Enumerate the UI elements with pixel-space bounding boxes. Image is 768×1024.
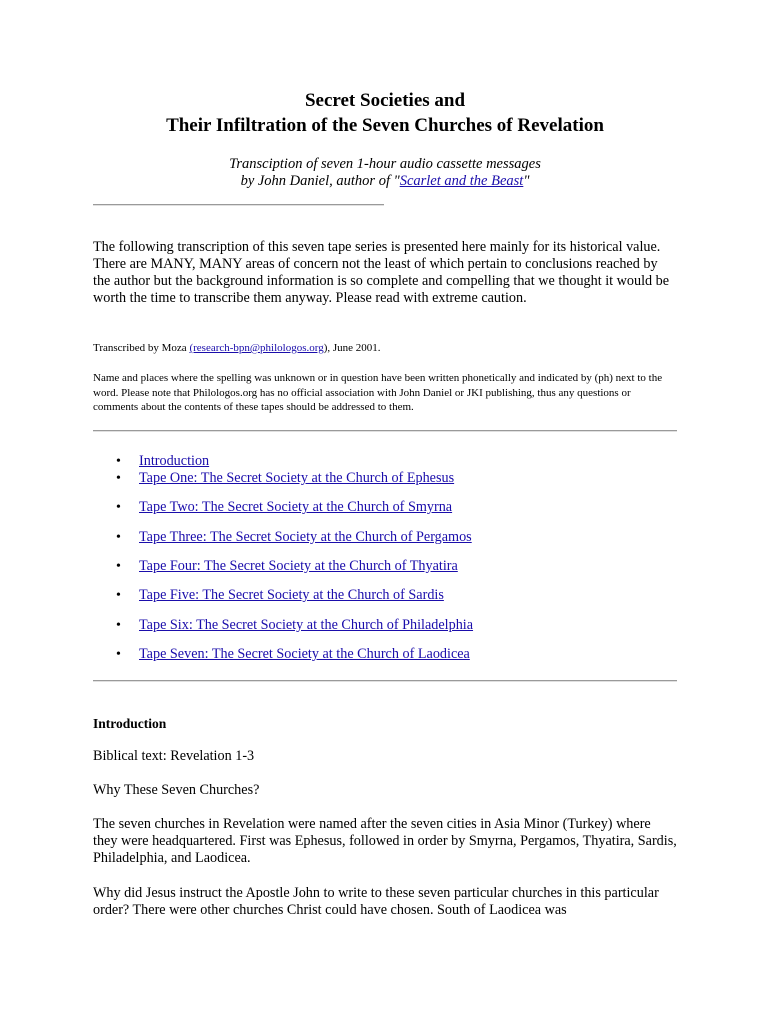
biblical-text: Biblical text: Revelation 1-3 — [93, 748, 255, 764]
toc-item-tape-five — [93, 587, 677, 604]
transcribed-suffix: ), June 2001. — [323, 342, 381, 354]
subtitle-suffix: " — [523, 173, 530, 189]
bullet-icon: • — [116, 647, 121, 662]
toc-item-tape-three — [93, 529, 677, 546]
toc-item-tape-four — [93, 558, 677, 575]
toc-link-tape-two[interactable]: Tape Two: The Secret Society at the Church of Smyrna — [139, 499, 453, 515]
email-link[interactable]: (research-bpn@philologos.org — [189, 342, 324, 354]
short-divider — [93, 204, 384, 206]
bullet-icon: • — [116, 454, 121, 469]
document-title-line1: Secret Societies and — [304, 90, 466, 111]
section-question: Why These Seven Churches? — [93, 782, 260, 798]
toc-item-tape-seven — [93, 646, 677, 663]
document-title-line2: Their Infiltration of the Seven Churches of Revelation — [166, 115, 604, 136]
divider-top — [93, 430, 677, 432]
disclaimer-text: Name and places where the spelling was unknown or in question have been written phonetically and indicated by (ph) next to the word. Please note that Philologos.org has no official association with John Daniel or JKI publishing, thus any questions or comments about the contents of these tapes should be addressed to them. — [93, 372, 663, 413]
introduction-paragraph-2: Why did Jesus instruct the Apostle John to write to these seven particular churches in this particular order? There were other churches Christ could have chosen. South of Laodicea was — [93, 885, 659, 918]
toc-link-tape-one[interactable]: Tape One: The Secret Society at the Church of Ephesus — [139, 470, 455, 486]
toc-link-tape-seven[interactable]: Tape Seven: The Secret Society at the Church of Laodicea — [139, 646, 470, 662]
toc-link-tape-five[interactable]: Tape Five: The Secret Society at the Church of Sardis — [139, 587, 444, 603]
transcribed-by — [93, 341, 677, 356]
bullet-icon: • — [116, 500, 121, 515]
bullet-icon: • — [116, 618, 121, 633]
toc-item-introduction — [93, 453, 677, 470]
toc-item-tape-one — [93, 470, 677, 487]
bullet-icon: • — [116, 530, 121, 545]
toc-link-introduction[interactable]: Introduction — [139, 453, 210, 469]
toc-item-tape-two — [93, 499, 677, 516]
scarlet-and-the-beast-link[interactable]: Scarlet and the Beast — [399, 173, 524, 189]
document-subtitle-line1: Transciption of seven 1-hour audio cassette messages — [229, 156, 541, 172]
bullet-icon: • — [116, 471, 121, 486]
toc-link-tape-three[interactable]: Tape Three: The Secret Society at the Church of Pergamos — [139, 529, 472, 545]
introduction-heading: Introduction — [93, 716, 167, 731]
transcribed-prefix: Transcribed by Moza — [93, 342, 190, 354]
toc-link-tape-six[interactable]: Tape Six: The Secret Society at the Church of Philadelphia — [139, 617, 474, 633]
divider-bottom — [93, 680, 677, 682]
document-subtitle-line2 — [93, 172, 677, 190]
introduction-paragraph-1: The seven churches in Revelation were named after the seven cities in Asia Minor (Turkey) where they were headquartered. First was Ephesus, followed in order by Smyrna, Pergamos, Thyatira, Sardis, Philadelphia, and Laodicea. — [93, 816, 677, 866]
bullet-icon: • — [116, 559, 121, 574]
toc-item-tape-six — [93, 617, 677, 634]
intro-paragraph: The following transcription of this seven tape series is presented here mainly for its historical value. There are MANY, MANY areas of concern not the least of which pertain to conclusions reached by the author but the background information is so complete and compelling that we thought it would be worth the time to transcribe them anyway. Please read with extreme caution. — [93, 239, 670, 306]
bullet-icon: • — [116, 588, 121, 603]
toc-link-tape-four[interactable]: Tape Four: The Secret Society at the Church of Thyatira — [139, 558, 458, 574]
subtitle-prefix: by John Daniel, author of " — [240, 173, 400, 189]
